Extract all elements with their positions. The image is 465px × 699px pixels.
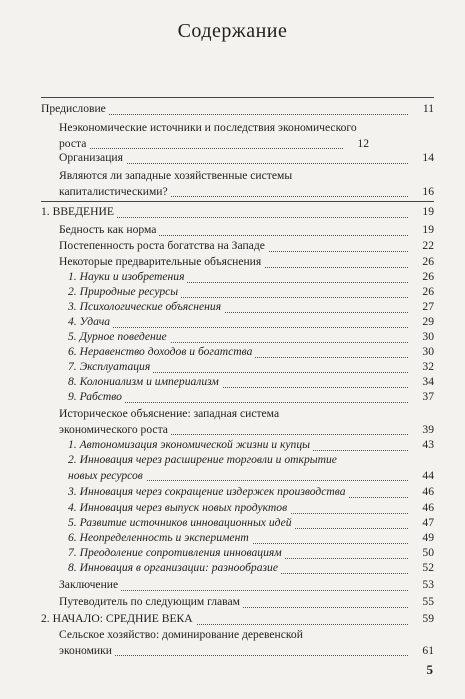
toc-subentry: 6. Неопределенность и эксперимент 49 bbox=[68, 531, 434, 544]
toc-chapter-2: 2. НАЧАЛО: СРЕДНИЕ ВЕКА 59 bbox=[41, 612, 434, 625]
toc-entry-noneconomic: Неэкономические источники и последствия экономического роста 12 bbox=[59, 121, 369, 150]
toc-entry-preface: Предисловие 11 bbox=[41, 102, 434, 115]
toc-entry: Некоторые предварительные объяснения 26 bbox=[59, 255, 434, 268]
toc-subentry: 8. Колониализм и империализм 34 bbox=[68, 375, 434, 388]
toc-subentry: 6. Неравенство доходов и богатства 30 bbox=[68, 345, 434, 358]
toc-entry: Историческое объяснение: западная система экономического роста 39 bbox=[59, 407, 434, 436]
page-number: 5 bbox=[426, 662, 433, 677]
toc-subentry: 2. Инновация через расширение торговли и открытие новых ресурсов 44 bbox=[68, 453, 434, 482]
toc-entry: Путеводитель по следующим главам 55 bbox=[59, 595, 434, 608]
toc-subentry: 9. Рабство 37 bbox=[68, 390, 434, 403]
toc-entry: Сельское хозяйство: доминирование деревенской экономики 61 bbox=[59, 628, 434, 657]
toc-subentry: 3. Психологические объяснения 27 bbox=[68, 300, 434, 313]
toc-entry-organization: Организация 14 bbox=[59, 151, 434, 164]
toc-subentry: 1. Автономизация экономической жизни и купцы 43 bbox=[68, 438, 434, 451]
toc-subentry: 4. Инновация через выпуск новых продуктов 46 bbox=[68, 501, 434, 514]
toc-subentry: 2. Природные ресурсы 26 bbox=[68, 285, 434, 298]
toc-subentry: 5. Дурное поведение 30 bbox=[68, 330, 434, 343]
toc-entry: Бедность как норма 19 bbox=[59, 223, 434, 236]
toc-subentry: 3. Инновация через сокращение издержек производства 46 bbox=[68, 485, 434, 498]
toc-subentry: 5. Развитие источников инновационных идей 47 bbox=[68, 516, 434, 529]
toc-subentry: 4. Удача 29 bbox=[68, 315, 434, 328]
toc-subentry: 7. Эксплуатация 32 bbox=[68, 360, 434, 373]
divider bbox=[41, 97, 434, 98]
page-title: Содержание bbox=[177, 20, 288, 42]
toc-subentry: 8. Инновация в организации: разнообразие 52 bbox=[68, 561, 434, 574]
toc-entry-capitalist: Являются ли западные хозяйственные системы капиталистическими? 16 bbox=[59, 169, 434, 198]
toc-entry: Постепенность роста богатства на Западе 22 bbox=[59, 239, 434, 252]
toc-subentry: 7. Преодоление сопротивления инновациям 50 bbox=[68, 546, 434, 559]
toc-chapter-1: 1. ВВЕДЕНИЕ 19 bbox=[41, 205, 434, 218]
toc-subentry: 1. Науки и изобретения 26 bbox=[68, 270, 434, 283]
toc-entry: Заключение 53 bbox=[59, 578, 434, 591]
divider bbox=[41, 201, 434, 202]
